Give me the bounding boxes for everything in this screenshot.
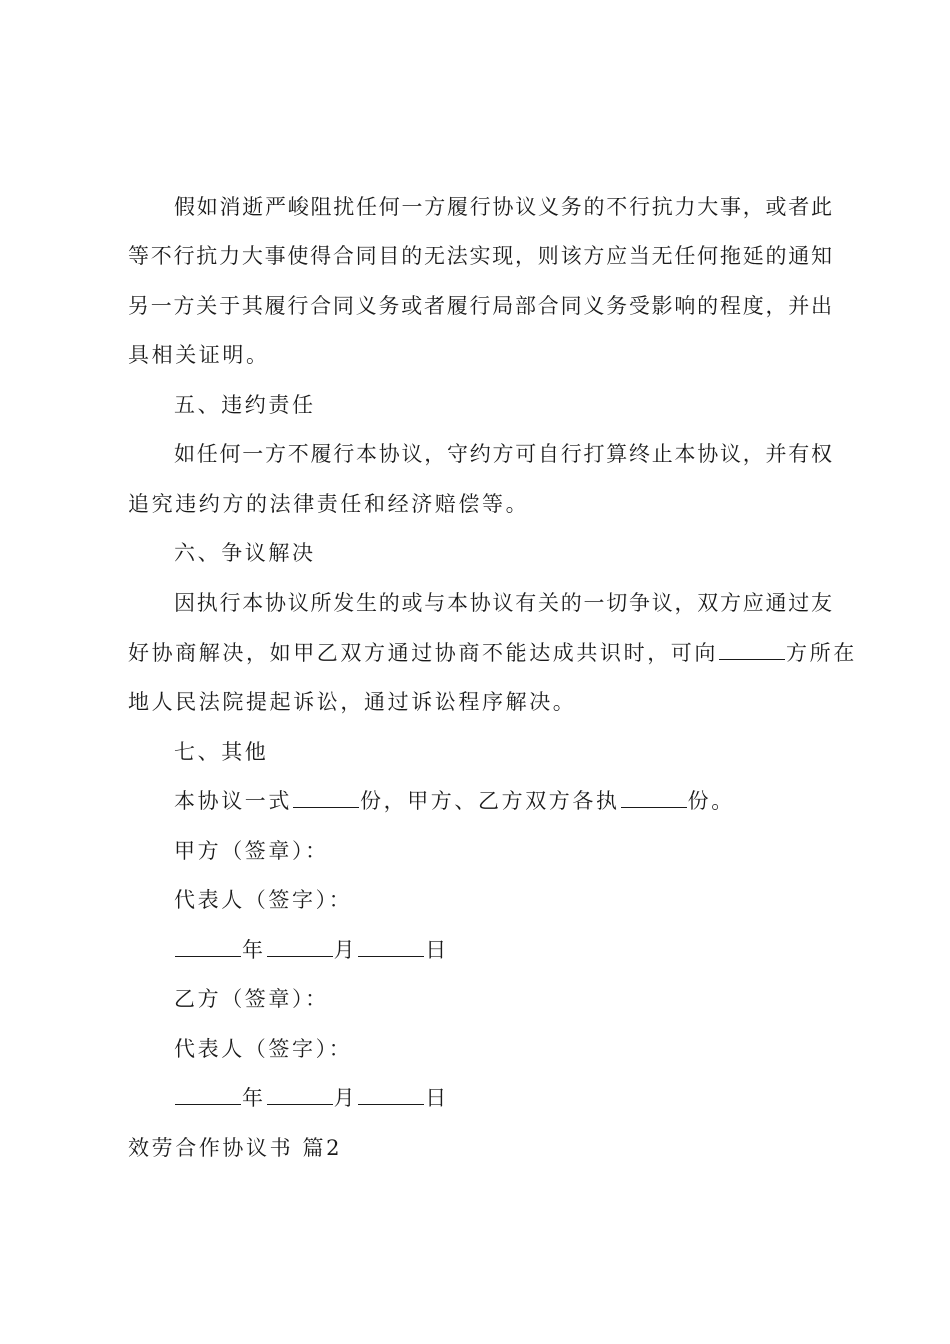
copies-text-c: 份。 <box>687 789 735 813</box>
section-6-line-2-tail: 方所在 <box>786 641 857 665</box>
party-b-month-label: 月 <box>333 1086 358 1110</box>
party-a-year-blank <box>175 936 241 957</box>
force-majeure-line-1: 假如消逝严峻阻扰任何一方履行协议义务的不行抗力大事，或者此 <box>174 195 832 219</box>
party-a-month-label: 月 <box>333 938 358 962</box>
party-a-day-blank <box>358 936 424 957</box>
party-b-representative: 代表人（签字）： <box>174 1037 353 1061</box>
party-b-day-blank <box>358 1084 424 1105</box>
section-6-line-2-text: 好协商解决，如甲乙双方通过协商不能达成共识时，可向 <box>128 641 718 665</box>
force-majeure-line-4: 具相关证明。 <box>128 343 270 367</box>
section-7-heading: 七、其他 <box>174 740 269 764</box>
party-b-seal: 乙方（签章）： <box>174 987 329 1011</box>
party-b-year-label: 年 <box>242 1086 266 1110</box>
section-6-line-2 <box>128 638 857 668</box>
section-5-line-2: 追究违约方的法律责任和经济赔偿等。 <box>128 492 530 516</box>
party-a-month-blank <box>267 936 333 957</box>
party-a-seal: 甲方（签章）： <box>174 839 329 863</box>
force-majeure-line-2: 等不行抗力大事使得合同目的无法实现，则该方应当无任何拖延的通知 <box>128 244 832 268</box>
party-a-representative: 代表人（签字）： <box>174 888 353 912</box>
section-5-heading: 五、违约责任 <box>174 393 316 417</box>
copies-total-blank <box>293 787 359 808</box>
copies-each-blank <box>621 787 687 808</box>
court-party-blank <box>719 639 785 660</box>
party-b-day-label: 日 <box>425 1086 449 1110</box>
section-6-line-1: 因执行本协议所发生的或与本协议有关的一切争议，双方应通过友 <box>174 591 832 615</box>
party-b-year-blank <box>175 1084 241 1105</box>
copies-line <box>174 786 832 816</box>
copies-text-b: 份，甲方、乙方双方各执 <box>360 789 620 813</box>
section-5-line-1: 如任何一方不履行本协议，守约方可自行打算终止本协议，并有权 <box>174 442 832 466</box>
party-a-day-label: 日 <box>425 938 449 962</box>
section-6-heading: 六、争议解决 <box>174 541 316 565</box>
party-b-date <box>174 1083 832 1113</box>
section-6-line-3: 地人民法院提起诉讼，通过诉讼程序解决。 <box>128 690 577 714</box>
party-b-month-blank <box>267 1084 333 1105</box>
force-majeure-line-3: 另一方关于其履行合同义务或者履行局部合同义务受影响的程度，并出 <box>128 294 832 318</box>
party-a-year-label: 年 <box>242 938 266 962</box>
copies-text-a: 本协议一式 <box>174 789 292 813</box>
party-a-date <box>174 935 832 965</box>
next-section-title: 效劳合作协议书 篇2 <box>128 1136 343 1160</box>
